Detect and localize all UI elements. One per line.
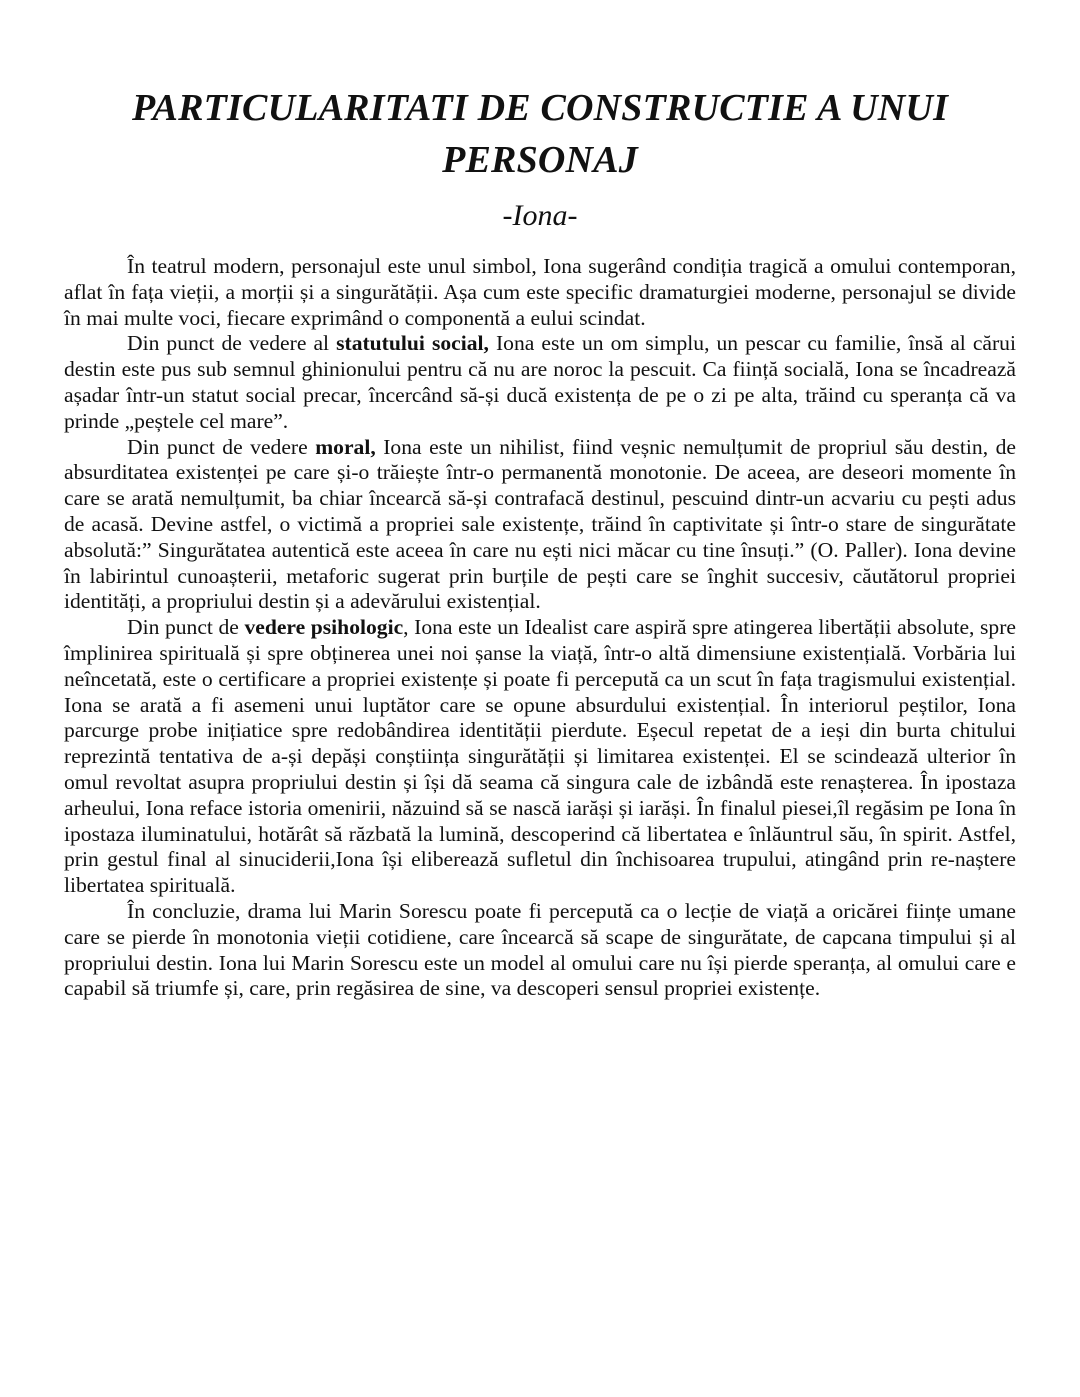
paragraph-text: Din punct de (127, 615, 245, 640)
paragraph-intro (64, 254, 1016, 331)
document-title: PARTICULARITATI DE CONSTRUCTIE A UNUI PERSONAJ (131, 87, 949, 181)
bold-term-moral: moral, (315, 434, 376, 459)
bold-term-social-status: statutului social, (336, 331, 489, 356)
document-body (64, 254, 1016, 1002)
paragraph-moral (64, 435, 1016, 616)
document-page (64, 82, 1016, 1002)
paragraph-text: Iona este un nihilist, fiind veșnic nemulțumit de propriul său destin, de absurditatea existenței pe care și-o trăiește într-o permanentă monotonie. De aceea, are deseori momente în care se arată nemulțumit, ba chiar încearcă să-și contrafacă destinul, pescuind dintr-un acvariu cu pești adus de acasă. Devine astfel, o victimă a propriei sale existențe, trăind în captivitate și într-o stare de singurătate absolută:” Singurătatea autentică este aceea în care nu ești nici măcar cu tine însuți.” (O. Paller). Iona devine în labirintul cunoașterii, metaforic sugerat prin burțile de pești care se înghit succesiv, căutătorul propriei identități, a propriului destin și a adevărului existențial. (64, 434, 1016, 614)
paragraph-text: Iona este un om simplu, un pescar cu familie, însă al cărui destin este pus sub semnul ghinionului pentru că nu are noroc la pescuit. Ca ființă socială, Iona se încadrează așadar într-un statut social precar, încercând să-și ducă existența de pe o zi pe alta, trăind cu speranța că va prinde „peștele cel mare”. (64, 331, 1016, 433)
paragraph-text: În concluzie, drama lui Marin Sorescu poate fi percepută ca o lecție de viață a oricărei ființe umane care se pierde în monotonia vieții cotidiene, care încearcă să scape de singurătate, de capcana timpului și al propriului destin. Iona lui Marin Sorescu este un model al omului care nu își pierde speranța, al omului care e capabil să triumfe și, care, prin regăsirea de sine, va descoperi sensul propriei existențe. (64, 898, 1016, 1001)
paragraph-social-status (64, 331, 1016, 434)
paragraph-text: În teatrul modern, personajul este unul simbol, Iona sugerând condiția tragică a omului contemporan, aflat în fața vieții, a morții și a singurătății. Așa cum este specific dramaturgiei moderne, personajul se divide în mai multe voci, fiecare exprimând o componentă a eului scindat. (64, 254, 1016, 330)
paragraph-text: Din punct de vedere al (127, 331, 337, 356)
paragraph-text: Din punct de vedere (127, 434, 316, 459)
bold-term-psychological: vedere psihologic (244, 615, 404, 640)
paragraph-text: , Iona este un Idealist care aspiră spre atingerea libertății absolute, spre împlinirea spirituală și spre obținerea unei noi șanse la viață, într-o altă dimensiune existențială. Vorbăria lui neîncetată, este o certificare a propriei existențe și poate fi percepută ca un scut în fața tragismului existențial. Iona se arată a fi asemeni unui luptător care se opune absurdului existențial. În interiorul peștilor, Iona parcurge probe inițiatice spre redobândirea identității pierdute. Eșecul repetat de a ieși din burta chitului reprezintă tentativa de a-și depăși conștiința singurătății și limitarea existenței. El se scindează ulterior în omul revoltat asupra propriului destin și își dă seama că singura cale de izbândă este renașterea. În ipostaza arheului, Iona reface istoria omenirii, năzuind să se nască iarăși și iarăși. În finalul piesei,îl regăsim pe Iona în ipostaza iluminatului, hotărât să răzbată la lumină, descoperind că libertatea e înlăuntrul său, în spirit. Astfel, prin gestul final al sinuciderii,Iona își eliberează sufletul din închisoarea trupului, atingând prin re-naștere libertatea spirituală. (64, 615, 1016, 898)
paragraph-conclusion (64, 899, 1016, 1002)
paragraph-psychological (64, 615, 1016, 899)
document-subtitle: -Iona- (502, 199, 578, 232)
